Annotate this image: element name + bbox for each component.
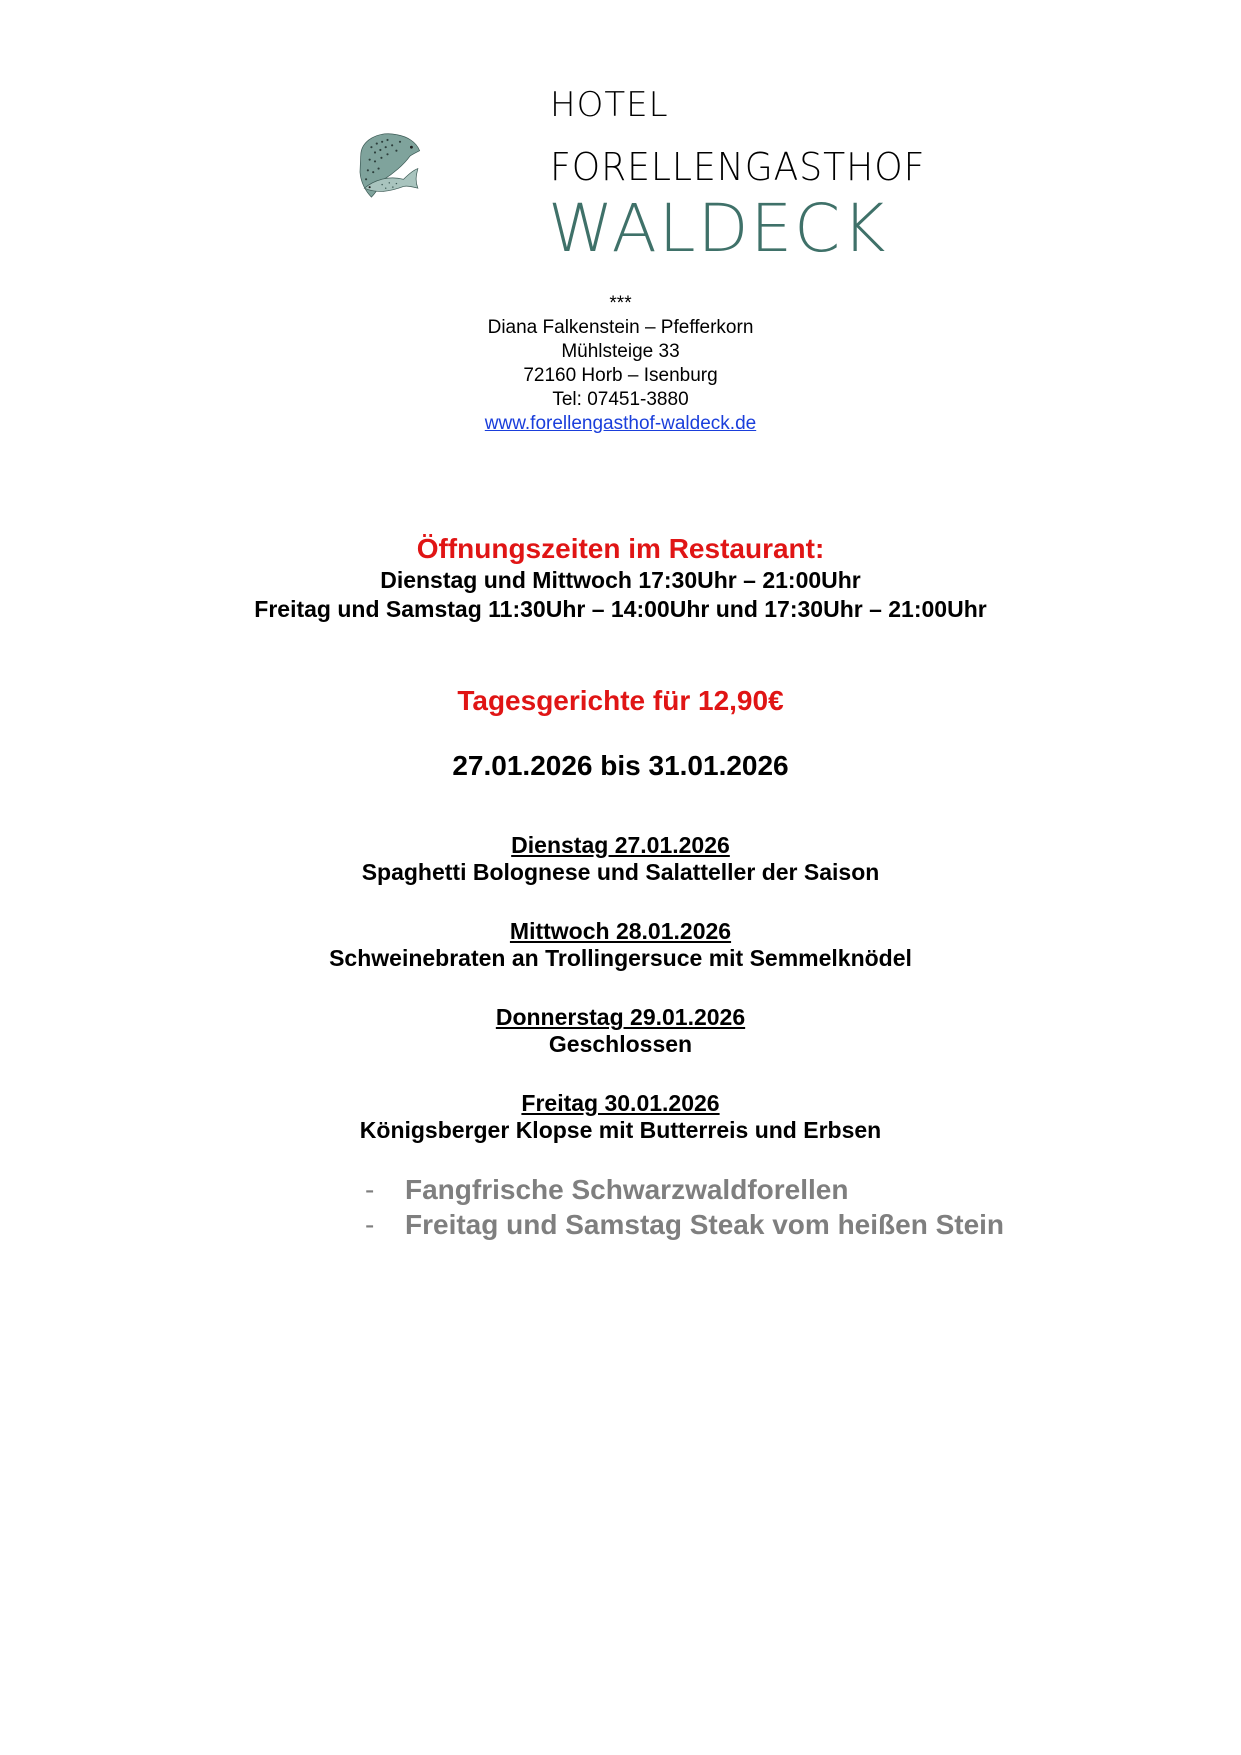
dash-bullet: -	[365, 1174, 375, 1205]
meal-label: Schweinebraten an Trollingersuce mit Semmelknödel	[329, 945, 912, 971]
trout-fish-icon	[350, 55, 550, 275]
day-label: Dienstag 27.01.2026	[511, 832, 730, 858]
owner-name: Diana Falkenstein – Pfefferkorn	[487, 317, 754, 338]
date-range: 27.01.2026 bis 31.01.2026	[452, 750, 789, 781]
logo-forellengasthof: FORELLENGASTHOF	[550, 145, 926, 189]
daily-dishes-title: Tagesgerichte für 12,90€	[457, 685, 784, 716]
menu-day-friday	[0, 1090, 1241, 1144]
meal-label: Geschlossen	[548, 1031, 693, 1057]
hours-weekday: Dienstag und Mittwoch 17:30Uhr – 21:00Uhr	[380, 567, 861, 593]
hours-title: Öffnungszeiten im Restaurant:	[416, 533, 825, 564]
street: Mühlsteige 33	[561, 341, 680, 362]
address-block	[0, 292, 1241, 436]
logo-waldeck: WALDECK	[548, 190, 888, 267]
meal-label: Spaghetti Bolognese und Salatteller der Saison	[361, 859, 880, 885]
phone: Tel: 07451-3880	[552, 389, 689, 410]
website-link[interactable]: www.forellengasthof-waldeck.de	[484, 413, 757, 434]
hours-weekend: Freitag und Samstag 11:30Uhr – 14:00Uhr und 17:30Uhr – 21:00Uhr	[254, 596, 987, 622]
extra-text: Freitag und Samstag Steak vom heißen Stein	[405, 1209, 1005, 1240]
dash-bullet: -	[365, 1209, 375, 1240]
menu-day-wednesday	[0, 918, 1241, 972]
city: 72160 Horb – Isenburg	[523, 365, 718, 386]
day-label: Donnerstag 29.01.2026	[495, 1004, 746, 1030]
day-label: Freitag 30.01.2026	[521, 1090, 720, 1116]
extras-list	[365, 1172, 1004, 1242]
hotel-logo	[350, 55, 926, 275]
day-label: Mittwoch 28.01.2026	[509, 918, 732, 944]
list-item	[365, 1172, 1004, 1207]
list-item	[365, 1207, 1004, 1242]
menu-day-thursday	[0, 1004, 1241, 1058]
logo-hotel: HOTEL	[550, 85, 669, 125]
stars: ***	[609, 293, 632, 314]
extra-text: Fangfrische Schwarzwaldforellen	[405, 1174, 849, 1205]
menu-day-tuesday	[0, 832, 1241, 886]
meal-label: Königsberger Klopse mit Butterreis und Erbsen	[359, 1117, 882, 1143]
